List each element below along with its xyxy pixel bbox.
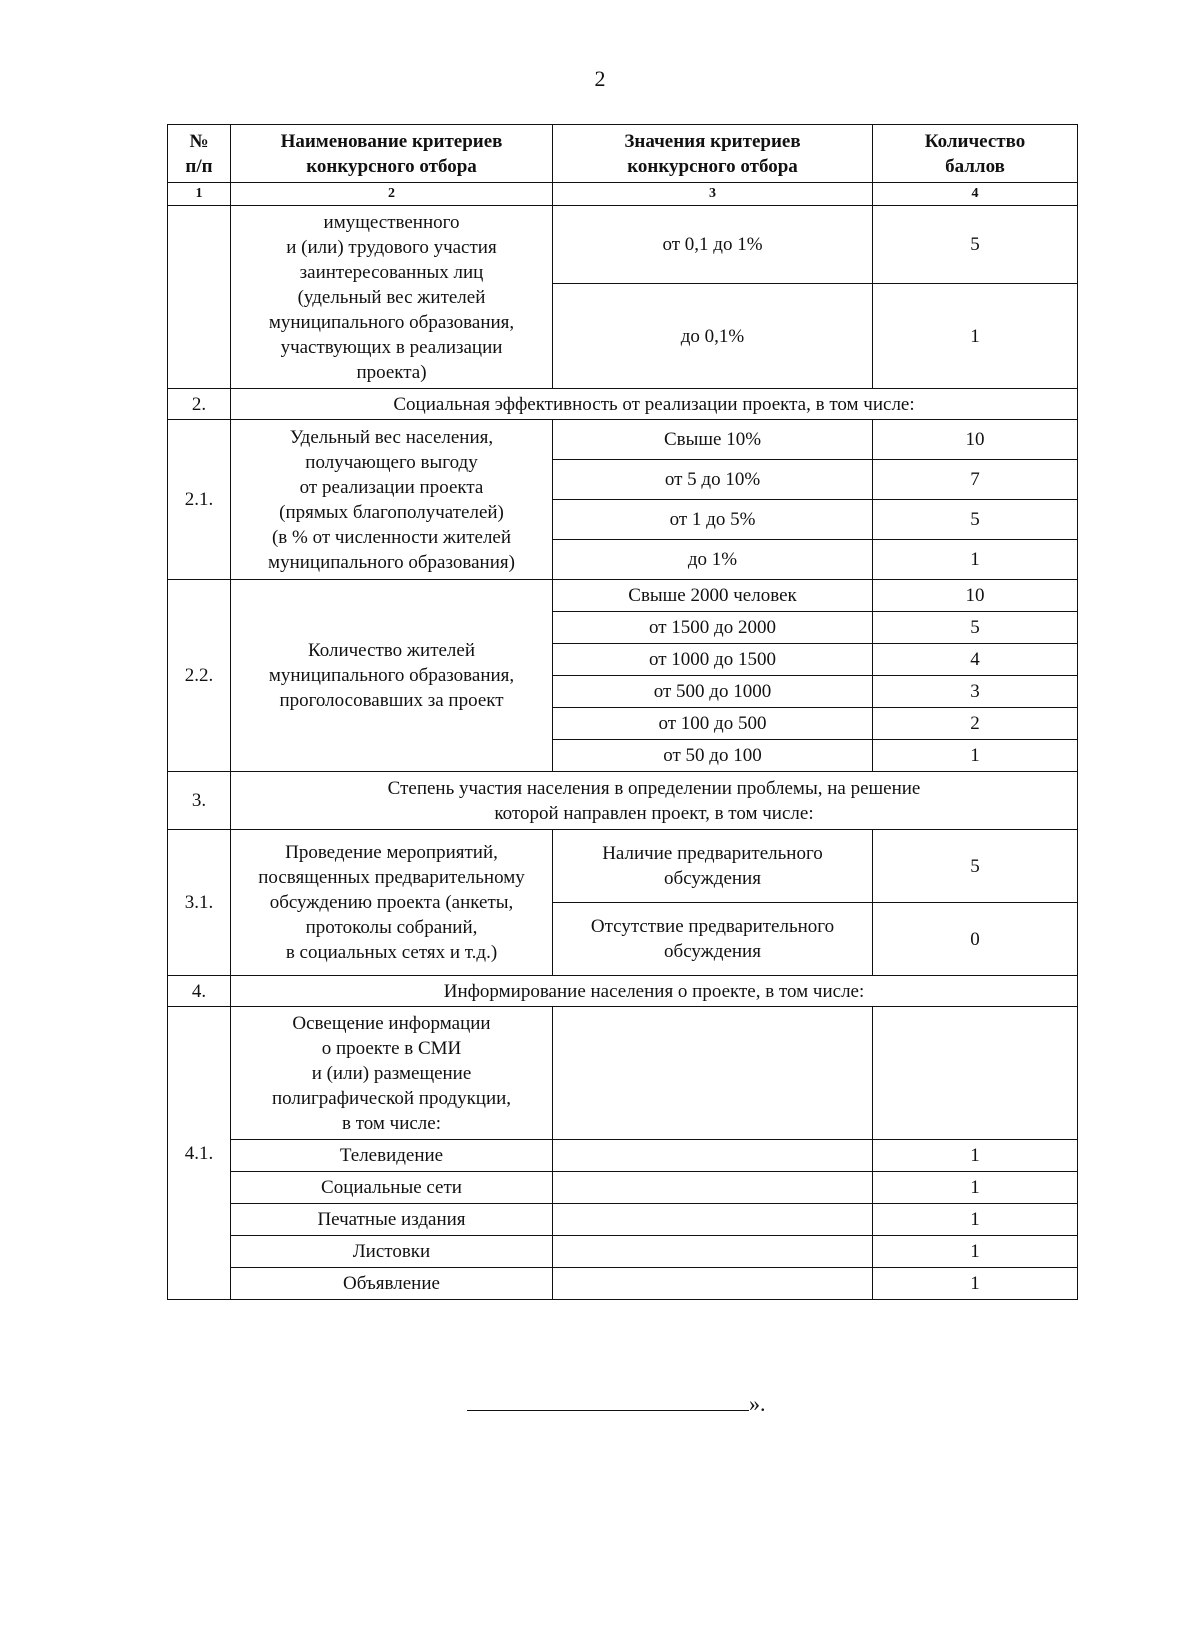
section-title: Степень участия населения в определении проблемы, на решение которой направлен проект, в том числе: — [231, 772, 1078, 830]
criterion-number: 2.1. — [168, 420, 231, 580]
header-score: Количество баллов — [873, 125, 1078, 183]
criterion-name: Объявление — [231, 1268, 553, 1300]
criterion-score: 2 — [873, 708, 1078, 740]
criterion-number: 4.1. — [168, 1007, 231, 1300]
criterion-value: от 1000 до 1500 — [553, 644, 873, 676]
criterion-number: 3.1. — [168, 830, 231, 976]
criterion-score: 5 — [873, 612, 1078, 644]
column-number: 3 — [553, 183, 873, 206]
closing-quote-mark: ». — [749, 1391, 766, 1416]
criterion-name: Удельный вес населения, получающего выгоду от реализации проекта (прямых благополучателей) (в % от численности жителей муниципального образования) — [231, 420, 553, 580]
table-row — [168, 206, 1078, 284]
header-number: № п/п — [168, 125, 231, 183]
criterion-score — [873, 1007, 1078, 1140]
criterion-value — [553, 1236, 873, 1268]
criterion-name: Проведение мероприятий, посвященных предварительному обсуждению проекта (анкеты, протоколы собраний, в социальных сетях и т.д.) — [231, 830, 553, 976]
section-row — [168, 772, 1078, 830]
criterion-score: 1 — [873, 1236, 1078, 1268]
criterion-value: от 5 до 10% — [553, 460, 873, 500]
criterion-score: 5 — [873, 206, 1078, 284]
criterion-number — [168, 206, 231, 389]
criterion-score: 1 — [873, 1172, 1078, 1204]
criterion-name: имущественного и (или) трудового участия заинтересованных лиц (удельный вес жителей муниципального образования, участвующих в реализации проекта) — [231, 206, 553, 389]
header-row — [168, 125, 1078, 183]
criterion-value: от 1500 до 2000 — [553, 612, 873, 644]
closing-line — [467, 1390, 766, 1417]
criterion-score: 10 — [873, 580, 1078, 612]
criterion-score: 1 — [873, 540, 1078, 580]
criterion-value: Свыше 10% — [553, 420, 873, 460]
criterion-value: от 100 до 500 — [553, 708, 873, 740]
criterion-value: Наличие предварительного обсуждения — [553, 830, 873, 903]
criterion-score: 1 — [873, 740, 1078, 772]
criterion-value: до 0,1% — [553, 284, 873, 389]
criteria-table — [167, 124, 1078, 1300]
table-row — [168, 1007, 1078, 1140]
column-number: 2 — [231, 183, 553, 206]
criterion-name: Листовки — [231, 1236, 553, 1268]
criterion-value: от 500 до 1000 — [553, 676, 873, 708]
section-row — [168, 976, 1078, 1007]
criterion-score: 3 — [873, 676, 1078, 708]
criterion-value — [553, 1007, 873, 1140]
criterion-name: Количество жителей муниципального образования, проголосовавших за проект — [231, 580, 553, 772]
column-number-row — [168, 183, 1078, 206]
criterion-score: 10 — [873, 420, 1078, 460]
table-row — [168, 580, 1078, 612]
criterion-score: 1 — [873, 1140, 1078, 1172]
criterion-value: от 50 до 100 — [553, 740, 873, 772]
criterion-score: 4 — [873, 644, 1078, 676]
table-row — [168, 1268, 1078, 1300]
criterion-value — [553, 1140, 873, 1172]
criterion-name: Телевидение — [231, 1140, 553, 1172]
table-row — [168, 1172, 1078, 1204]
criterion-value — [553, 1172, 873, 1204]
criterion-score: 5 — [873, 500, 1078, 540]
section-number: 3. — [168, 772, 231, 830]
criterion-name: Социальные сети — [231, 1172, 553, 1204]
section-title: Информирование населения о проекте, в том числе: — [231, 976, 1078, 1007]
table-row — [168, 1204, 1078, 1236]
header-criterion-value: Значения критериев конкурсного отбора — [553, 125, 873, 183]
criterion-value: до 1% — [553, 540, 873, 580]
criterion-value — [553, 1268, 873, 1300]
section-title: Социальная эффективность от реализации проекта, в том числе: — [231, 389, 1078, 420]
criterion-score: 5 — [873, 830, 1078, 903]
criterion-score: 7 — [873, 460, 1078, 500]
criterion-value — [553, 1204, 873, 1236]
signature-blank-line — [467, 1390, 749, 1411]
criterion-value: Свыше 2000 человек — [553, 580, 873, 612]
criterion-score: 0 — [873, 903, 1078, 976]
criterion-score: 1 — [873, 284, 1078, 389]
table-row — [168, 1140, 1078, 1172]
column-number: 4 — [873, 183, 1078, 206]
table-row — [168, 1236, 1078, 1268]
criterion-value: от 0,1 до 1% — [553, 206, 873, 284]
section-number: 4. — [168, 976, 231, 1007]
table-row — [168, 420, 1078, 460]
table-row — [168, 830, 1078, 903]
criterion-value: от 1 до 5% — [553, 500, 873, 540]
criterion-score: 1 — [873, 1268, 1078, 1300]
criterion-score: 1 — [873, 1204, 1078, 1236]
header-criterion-name: Наименование критериев конкурсного отбора — [231, 125, 553, 183]
page-number: 2 — [594, 66, 606, 91]
criterion-number: 2.2. — [168, 580, 231, 772]
criterion-value: Отсутствие предварительного обсуждения — [553, 903, 873, 976]
criterion-name: Печатные издания — [231, 1204, 553, 1236]
section-row — [168, 389, 1078, 420]
criterion-name: Освещение информации о проекте в СМИ и (или) размещение полиграфической продукции, в том числе: — [231, 1007, 553, 1140]
column-number: 1 — [168, 183, 231, 206]
section-number: 2. — [168, 389, 231, 420]
